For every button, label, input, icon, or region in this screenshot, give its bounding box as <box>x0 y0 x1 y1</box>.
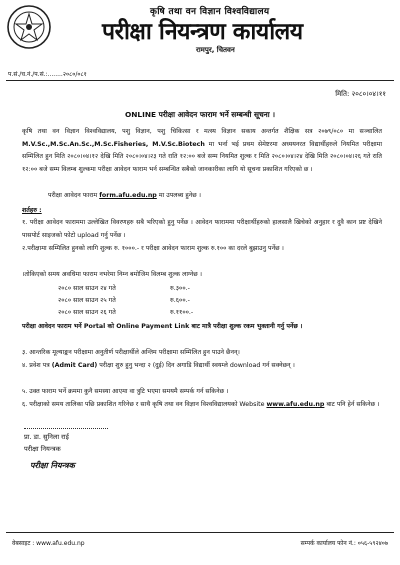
conditions-title: शर्तहरु : <box>22 207 42 214</box>
office-location: रामपुर, चितवन <box>196 46 235 54</box>
fee-date: २०८० साल साउन २५ गते <box>58 297 116 304</box>
university-name: कृषि तथा वन विज्ञान विश्वविद्यालय <box>150 7 270 17</box>
fee-row-1 <box>58 283 190 292</box>
p2-text-b: मा उपलब्ध हुनेछ । <box>158 192 202 199</box>
p1-text-a: कृषि तथा वन विज्ञान विश्वविद्यालय, पशु विज्ञान, पशु चिकित्सा र मत्स्य विज्ञान सकाय अन्तर्गत शैक्षिक सत्र २०७९/०८० मा सञ्चालित <box>22 128 382 135</box>
notice-date: मिति: २०८०।०४।११ <box>335 90 386 98</box>
footer-divider <box>6 532 394 533</box>
signatory-title: परीक्षा नियन्त्रक <box>24 445 61 453</box>
p1-text-c: मा भर्ना भई प्रथम सेमेष्टरमा अध्ययनरत विद्यार्थीहरुले नियमित परीक्षामा सम्मिलित हुन मिति २०८०।०४।१२ देखि मिति २०८०।०४।२३ गते राति १२:०० बजे सम्म नियमित शुल्क र मिति २०८०।०४।२४ देखि मिति २०८०।०४।२६ गते राति १२:०० बजे सम्म विलम्ब शुल्कमा परीक्षा आवेदन फाराम भर्न सम्बन्धित सबैको जानकारीका लागि यो सूचना प्रकाशित गरिएको छ । <box>22 140 382 173</box>
p3-text-c: बाट मात्रै परीक्षा शुल्क रकम भुक्तानी गर्नु पर्नेछ । <box>191 323 303 330</box>
condition-3: ३. आन्तरिक मूल्याङ्कन परीक्षामा अनुतीर्ण परीक्षार्थीले अन्तिम परीक्षामा सम्मिलित हुन पाउने छैनन्। <box>22 349 240 356</box>
p3-text-a: परीक्षा आवेदन फाराम भर्ने <box>22 323 82 330</box>
signatory-name: प्रा. डा. सुनिला राई <box>24 433 69 441</box>
handwritten-signature: परीक्षा नियन्त्रक <box>30 461 75 470</box>
payment-portal-text: Portal को Online Payment Link <box>83 323 190 330</box>
p5-text-a: ४. प्रवेश पत्र <box>22 362 50 369</box>
website-link[interactable]: www.afu.edu.np <box>266 401 325 408</box>
form-link[interactable]: form.afu.edu.np <box>99 192 157 199</box>
condition-6 <box>22 399 382 412</box>
p7-text-b: बाट पनि हेर्न सकिनेछ । <box>326 401 380 408</box>
fee-date: २०८० साल साउन २४ गते <box>58 285 116 292</box>
payment-paragraph <box>22 321 382 334</box>
condition-2: २.परीक्षामा सम्मिलित हुनको लागि शुल्क रु. १०००.- र परीक्षा आवेदन फाराम शुल्क रु.१०० का दरले बुझाउनु पर्नेछ । <box>22 245 284 252</box>
fee-amount: रु.६००.- <box>170 297 190 304</box>
p7-text-a: ६. परीक्षाको समय तालिका पछि प्रकाशित गरिनेछ र साथै कृषि तथा वन विज्ञान विश्वविद्यालयको Website <box>22 401 265 408</box>
program-list: M.V.Sc.,M.Sc.An.Sc.,M.Sc.Fisheries, M.V.Sc.Biotech <box>22 140 205 148</box>
p5-text-c: परीक्षा शुरु हुनु भन्दा २ (दुई) दिन अगाडि विद्यार्थी स्वयम्ले download गर्न सक्नेछन् । <box>99 362 295 369</box>
office-name: परीक्षा नियन्त्रण कार्यालय <box>102 19 303 45</box>
footer-website: वेबसाइट : www.afu.edu.np <box>12 540 85 547</box>
condition-late-fee: ।तोकिएको समय अवधिमा फाराम नभरेमा निम्न बमोजिम विलम्ब शुल्क लाग्नेछ । <box>22 271 203 278</box>
fee-date: २०८० साल साउन २६ गते <box>58 309 116 316</box>
fee-row-2 <box>58 295 190 304</box>
p2-text-a: परीक्षा आवेदन फाराम <box>48 192 98 199</box>
fee-amount: रु.३००.- <box>170 285 190 292</box>
signature-line <box>24 428 108 429</box>
footer-phone: सम्पर्क कार्यालय फोन नं.: ०५६-५९२४०७ <box>300 540 388 547</box>
admit-card-label: (Admit Card) <box>51 362 98 369</box>
condition-5: ५. उक्त फाराम भर्ने क्रममा कुनै समस्या आएमा वा त्रुटि भएमा समयमै सम्पर्क गर्न सकिनेछ । <box>22 388 229 395</box>
university-logo-icon <box>6 4 52 50</box>
paragraph-2 <box>48 190 368 203</box>
paragraph-1 <box>22 126 382 176</box>
condition-1: १. परीक्षा आवेदन फाराममा उल्लेखित विवरणहरु सबै भरिएको हुनु पर्नेछ । आवेदन फाराममा परीक्षार्थीहरुको हालसालै खिचेको अनुहार र दुवै कान प्रष्ट देखिने पासपोर्ट साइजको फोटो upload गर्नु पर्नेछ । <box>22 219 382 239</box>
fee-amount: रु.११००.- <box>170 309 194 316</box>
fee-row-3 <box>58 307 194 316</box>
notice-subject: ONLINE परीक्षा आवेदन फाराम भर्ने सम्बन्धी सूचना । <box>124 110 276 119</box>
condition-4 <box>22 360 382 373</box>
header-divider <box>6 80 394 81</box>
reference-number: प.सं./च.नं./प.सं.:........२०८०/०८१ <box>8 71 87 78</box>
